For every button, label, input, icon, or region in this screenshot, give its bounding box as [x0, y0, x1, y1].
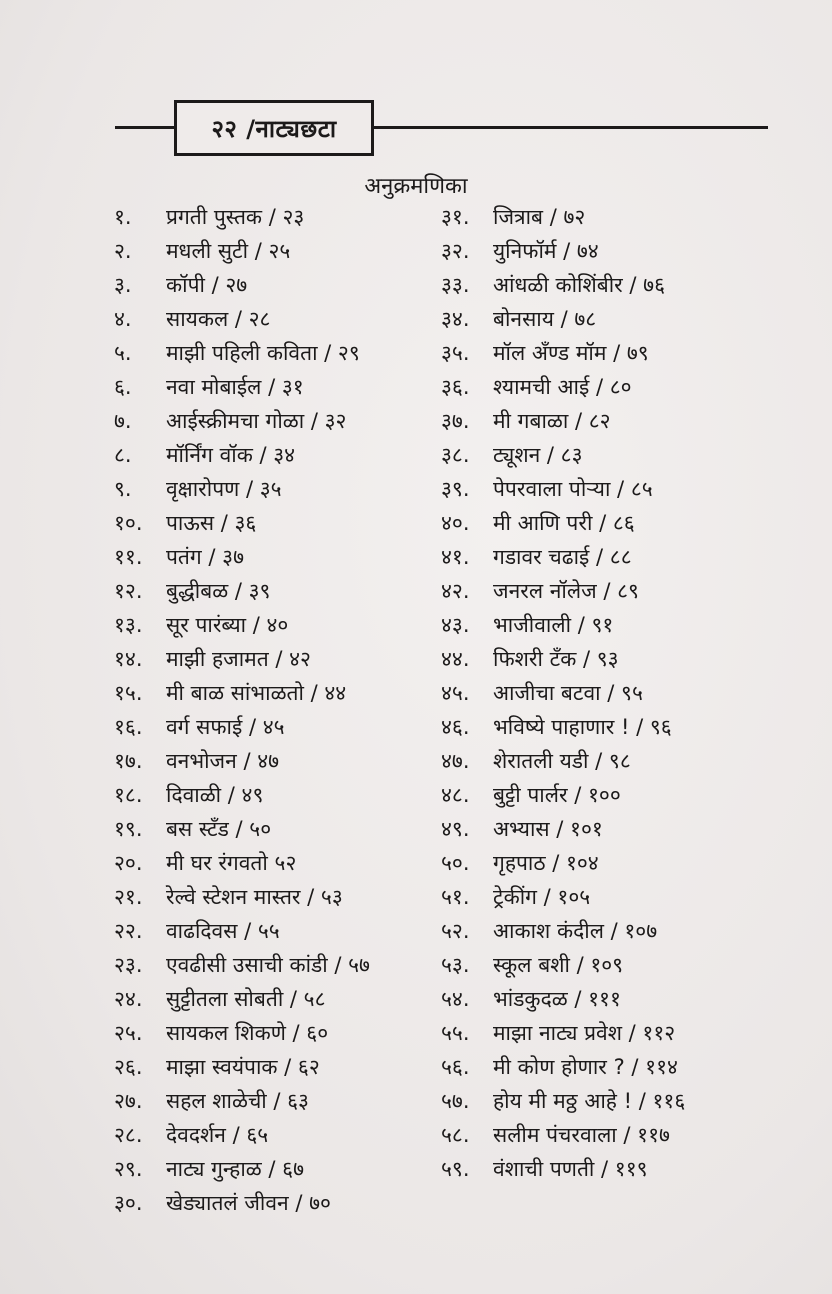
- toc-entry-number: ३६.: [441, 375, 470, 399]
- toc-entry-title: पतंग / ३७: [166, 545, 244, 569]
- toc-entry: [441, 234, 685, 268]
- toc-entry: [114, 540, 370, 574]
- toc-entry-title: युनिफॉर्म / ७४: [493, 239, 599, 263]
- toc-entry-number: ९.: [114, 477, 132, 501]
- toc-entry: [441, 982, 685, 1016]
- toc-entry: [441, 778, 685, 812]
- toc-entry-number: २४.: [114, 987, 143, 1011]
- toc-entry-title: शेरातली यडी / ९८: [493, 749, 631, 773]
- toc-entry-number: ४८.: [441, 783, 470, 807]
- toc-entry: [114, 200, 370, 234]
- toc-entry-title: वर्ग सफाई / ४५: [166, 715, 285, 739]
- toc-entry-title: देवदर्शन / ६५: [166, 1123, 269, 1147]
- toc-entry-number: ४४.: [441, 647, 470, 671]
- toc-entry-number: ४२.: [441, 579, 470, 603]
- toc-entry-title: ट्रेकींग / १०५: [493, 885, 591, 909]
- toc-entry-title: बस स्टँड / ५०: [166, 817, 272, 841]
- toc-entry: [114, 1186, 370, 1220]
- toc-entry-number: ४३.: [441, 613, 470, 637]
- toc-entry-number: १७.: [114, 749, 143, 773]
- toc-entry-number: ५८.: [441, 1123, 470, 1147]
- toc-entry-title: सुट्टीतला सोबती / ५८: [166, 987, 326, 1011]
- toc-entry-number: १८.: [114, 783, 143, 807]
- toc-entry: [114, 506, 370, 540]
- toc-entry-number: ५९.: [441, 1157, 470, 1181]
- toc-entry-number: ४९.: [441, 817, 470, 841]
- toc-entry-number: ४०.: [441, 511, 470, 535]
- toc-entry: [114, 676, 370, 710]
- toc-entry-number: २८.: [114, 1123, 143, 1147]
- toc-entry: [441, 506, 685, 540]
- toc-entry: [441, 812, 685, 846]
- toc-entry: [441, 336, 685, 370]
- toc-entry-title: आईस्क्रीमचा गोळा / ३२: [166, 409, 347, 433]
- toc-entry: [441, 710, 685, 744]
- toc-entry-title: मी कोण होणार ? / ११४: [493, 1055, 678, 1079]
- toc-entry-number: ५६.: [441, 1055, 470, 1079]
- toc-entry: [441, 472, 685, 506]
- toc-entry-title: खेड्यातलं जीवन / ७०: [166, 1191, 331, 1215]
- toc-entry-number: २.: [114, 239, 132, 263]
- header-rule-left: [115, 126, 175, 129]
- toc-entry-title: सलीम पंचरवाला / ११७: [493, 1123, 670, 1147]
- toc-left-column: [114, 200, 370, 1220]
- toc-entry-title: सायकल / २८: [166, 307, 271, 331]
- toc-entry-title: आकाश कंदील / १०७: [493, 919, 658, 943]
- toc-entry-title: वाढदिवस / ५५: [166, 919, 280, 943]
- toc-entry: [441, 1152, 685, 1186]
- toc-entry-title: मी गबाळा / ८२: [493, 409, 611, 433]
- toc-entry: [441, 642, 685, 676]
- toc-entry-number: ४६.: [441, 715, 470, 739]
- toc-entry-title: मी घर रंगवतो ५२: [166, 851, 297, 875]
- toc-entry-number: ८.: [114, 443, 132, 467]
- toc-entry: [441, 676, 685, 710]
- toc-entry-number: १.: [114, 205, 132, 229]
- toc-entry-number: २०.: [114, 851, 143, 875]
- toc-entry: [114, 914, 370, 948]
- toc-entry: [114, 812, 370, 846]
- toc-entry-title: बुट्टी पार्लर / १००: [493, 783, 621, 807]
- toc-entry-title: कॉपी / २७: [166, 273, 248, 297]
- toc-entry-title: मॉर्निंग वॉक / ३४: [166, 443, 296, 467]
- toc-entry: [114, 778, 370, 812]
- toc-entry-number: १३.: [114, 613, 143, 637]
- toc-entry-title: मी आणि परी / ८६: [493, 511, 635, 535]
- toc-entry-title: सूर पारंब्या / ४०: [166, 613, 289, 637]
- toc-entry-number: ३८.: [441, 443, 470, 467]
- toc-entry-number: ५३.: [441, 953, 470, 977]
- toc-entry-title: ट्यूशन / ८३: [493, 443, 583, 467]
- toc-entry-title: प्रगती पुस्तक / २३: [166, 205, 305, 229]
- toc-entry: [114, 438, 370, 472]
- page-header-label: २२ /नाट्यछटा: [211, 114, 337, 143]
- toc-entry: [441, 370, 685, 404]
- page-header-box: [174, 100, 374, 156]
- toc-entry-number: ५०.: [441, 851, 470, 875]
- toc-entry-title: एवढीसी उसाची कांडी / ५७: [166, 953, 370, 977]
- toc-entry-number: २७.: [114, 1089, 143, 1113]
- toc-entry: [114, 948, 370, 982]
- toc-entry-number: १०.: [114, 511, 143, 535]
- toc-entry-title: आजीचा बटवा / ९५: [493, 681, 643, 705]
- toc-entry: [114, 1152, 370, 1186]
- header-rule-right: [374, 126, 768, 129]
- toc-entry-title: गडावर चढाई / ८८: [493, 545, 632, 569]
- toc-entry-number: २६.: [114, 1055, 143, 1079]
- toc-entry-number: ५७.: [441, 1089, 470, 1113]
- toc-entry-number: ७.: [114, 409, 132, 433]
- toc-entry-title: माझा नाट्य प्रवेश / ११२: [493, 1021, 676, 1045]
- toc-entry-number: ५.: [114, 341, 132, 365]
- toc-entry-title: पेपरवाला पोऱ्या / ८५: [493, 477, 653, 501]
- toc-entry-title: सायकल शिकणे / ६०: [166, 1021, 329, 1045]
- toc-entry: [114, 302, 370, 336]
- toc-entry-title: वृक्षारोपण / ३५: [166, 477, 282, 501]
- toc-entry-number: ११.: [114, 545, 143, 569]
- toc-entry-title: मधली सुटी / २५: [166, 239, 291, 263]
- toc-entry: [441, 608, 685, 642]
- toc-entry-number: ५५.: [441, 1021, 470, 1045]
- toc-entry: [114, 710, 370, 744]
- toc-entry: [114, 336, 370, 370]
- toc-entry: [114, 642, 370, 676]
- toc-entry-number: ३५.: [441, 341, 470, 365]
- toc-entry: [114, 574, 370, 608]
- toc-entry-number: ६.: [114, 375, 132, 399]
- toc-entry-title: होय मी मठ्ठ आहे ! / ११६: [493, 1089, 686, 1113]
- toc-entry: [114, 608, 370, 642]
- toc-entry-number: ५४.: [441, 987, 470, 1011]
- toc-entry-number: ३२.: [441, 239, 470, 263]
- toc-entry: [441, 1050, 685, 1084]
- toc-entry-title: नवा मोबाईल / ३१: [166, 375, 304, 399]
- toc-entry-number: ५२.: [441, 919, 470, 943]
- toc-entry-title: माझी हजामत / ४२: [166, 647, 311, 671]
- toc-entry-title: स्कूल बशी / १०९: [493, 953, 624, 977]
- toc-entry-number: १५.: [114, 681, 143, 705]
- toc-entry-number: १२.: [114, 579, 143, 603]
- toc-entry: [114, 1016, 370, 1050]
- page-title: अनुक्रमणिका: [364, 174, 468, 199]
- toc-entry-title: गृहपाठ / १०४: [493, 851, 599, 875]
- toc-entry: [441, 948, 685, 982]
- toc-entry-number: २१.: [114, 885, 143, 909]
- toc-entry-number: ३०.: [114, 1191, 143, 1215]
- toc-entry: [441, 574, 685, 608]
- toc-entry-title: श्यामची आई / ८०: [493, 375, 632, 399]
- toc-entry: [114, 744, 370, 778]
- toc-entry-number: १४.: [114, 647, 143, 671]
- toc-entry: [114, 880, 370, 914]
- toc-entry-title: अभ्यास / १०१: [493, 817, 603, 841]
- toc-entry-title: वनभोजन / ४७: [166, 749, 280, 773]
- toc-entry: [441, 540, 685, 574]
- toc-entry: [114, 234, 370, 268]
- toc-entry-title: दिवाळी / ४९: [166, 783, 264, 807]
- toc-entry: [114, 846, 370, 880]
- toc-entry: [441, 268, 685, 302]
- toc-entry: [441, 1016, 685, 1050]
- toc-entry: [114, 1118, 370, 1152]
- toc-entry: [114, 982, 370, 1016]
- toc-entry: [441, 302, 685, 336]
- toc-entry-number: ३१.: [441, 205, 470, 229]
- toc-entry: [114, 472, 370, 506]
- toc-entry-title: सहल शाळेची / ६३: [166, 1089, 309, 1113]
- toc-entry: [114, 268, 370, 302]
- toc-entry-title: फिशरी टँक / ९३: [493, 647, 619, 671]
- toc-entry: [441, 1084, 685, 1118]
- toc-entry-title: जनरल नॉलेज / ८९: [493, 579, 639, 603]
- toc-right-column: [441, 200, 685, 1186]
- toc-entry: [114, 1050, 370, 1084]
- toc-entry-number: ३.: [114, 273, 132, 297]
- toc-entry: [441, 438, 685, 472]
- toc-entry-number: ५१.: [441, 885, 470, 909]
- toc-entry-number: २९.: [114, 1157, 143, 1181]
- toc-entry: [441, 744, 685, 778]
- toc-entry-title: आंधळी कोशिंबीर / ७६: [493, 273, 666, 297]
- toc-entry-number: ४.: [114, 307, 132, 331]
- toc-entry: [114, 370, 370, 404]
- toc-entry-number: १६.: [114, 715, 143, 739]
- toc-entry-title: जित्राब / ७२: [493, 205, 586, 229]
- toc-entry-number: ३९.: [441, 477, 470, 501]
- toc-entry: [441, 200, 685, 234]
- toc-entry: [441, 880, 685, 914]
- toc-entry-number: २३.: [114, 953, 143, 977]
- toc-entry-title: माझा स्वयंपाक / ६२: [166, 1055, 320, 1079]
- toc-entry-number: ४१.: [441, 545, 470, 569]
- toc-entry: [441, 914, 685, 948]
- toc-entry-title: वंशाची पणती / ११९: [493, 1157, 648, 1181]
- toc-entry: [114, 404, 370, 438]
- toc-entry-title: रेल्वे स्टेशन मास्तर / ५३: [166, 885, 343, 909]
- toc-entry: [441, 1118, 685, 1152]
- toc-entry-title: नाट्य गुन्हाळ / ६७: [166, 1157, 305, 1181]
- toc-entry-title: मॉल अँण्ड मॉम / ७९: [493, 341, 649, 365]
- toc-entry-number: २२.: [114, 919, 143, 943]
- toc-entry-title: मी बाळ सांभाळतो / ४४: [166, 681, 347, 705]
- toc-entry-title: माझी पहिली कविता / २९: [166, 341, 360, 365]
- toc-entry-title: भाजीवाली / ९१: [493, 613, 614, 637]
- toc-entry-title: पाऊस / ३६: [166, 511, 257, 535]
- toc-entry-number: २५.: [114, 1021, 143, 1045]
- toc-entry: [441, 404, 685, 438]
- toc-entry-number: १९.: [114, 817, 143, 841]
- toc-entry-title: भांडकुदळ / १११: [493, 987, 621, 1011]
- toc-entry-title: बुद्धीबळ / ३९: [166, 579, 271, 603]
- toc-entry-title: भविष्ये पाहाणार ! / ९६: [493, 715, 672, 739]
- toc-entry-number: ३४.: [441, 307, 470, 331]
- toc-entry: [114, 1084, 370, 1118]
- toc-entry-number: ३७.: [441, 409, 470, 433]
- toc-entry-number: ४७.: [441, 749, 470, 773]
- toc-entry: [441, 846, 685, 880]
- toc-entry-number: ४५.: [441, 681, 470, 705]
- toc-entry-title: बोनसाय / ७८: [493, 307, 597, 331]
- toc-entry-number: ३३.: [441, 273, 470, 297]
